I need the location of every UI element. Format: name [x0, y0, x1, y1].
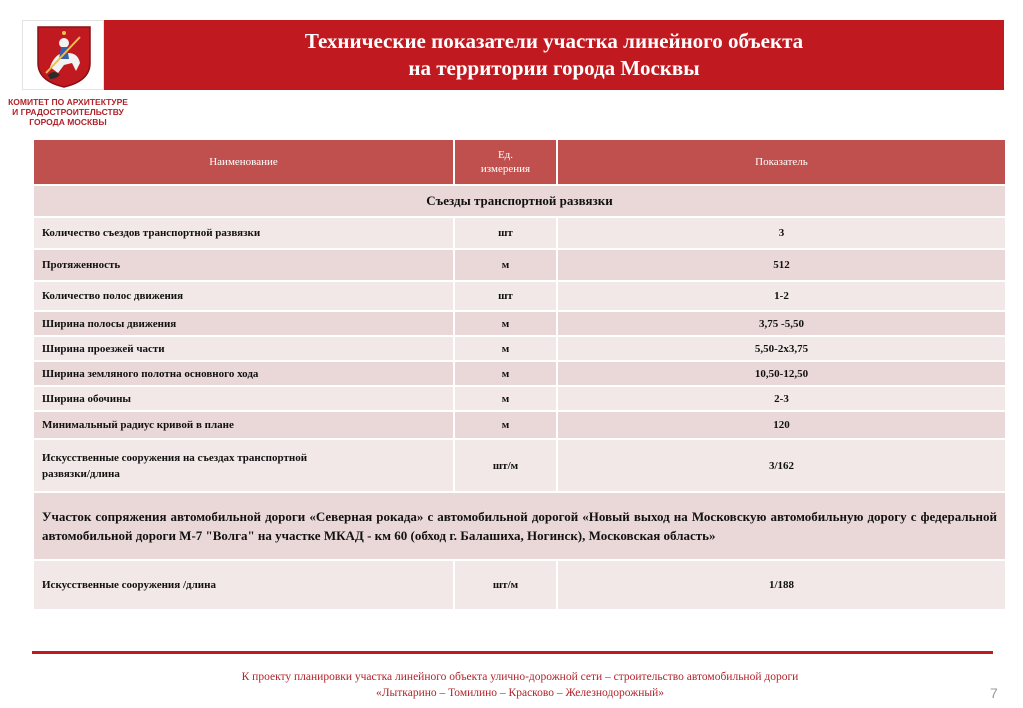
- org-line-2: И ГРАДОСТРОИТЕЛЬСТВУ: [12, 107, 124, 117]
- cell-value: 3: [557, 217, 1006, 249]
- table-row: [33, 311, 1006, 336]
- table-row: [33, 439, 1006, 492]
- section-row: [33, 185, 1006, 217]
- cell-name-line-2: развязки/длина: [42, 467, 120, 480]
- table-row: [33, 281, 1006, 311]
- section-title: Участок сопряжения автомобильной дороги «Северная рокада» с автомобильной дорогой «Новый выход на Московскую автомобильную дорогу с федеральной автомобильной дороги М-7 "Волга" на участке МКАД - км 60 (обход г. Балашиха, Ногинск), Московская область»: [33, 492, 1006, 560]
- table-header-row: [33, 139, 1006, 185]
- section-title: Съезды транспортной развязки: [33, 185, 1006, 217]
- column-header-name: Наименование: [33, 139, 454, 185]
- section-row: [33, 492, 1006, 560]
- title-line-1: Технические показатели участка линейного объекта: [304, 29, 804, 53]
- moscow-coat-of-arms-icon: [34, 23, 94, 89]
- cell-value: 120: [557, 411, 1006, 439]
- cell-unit: шт/м: [454, 439, 557, 492]
- cell-unit: м: [454, 336, 557, 361]
- footer: [130, 669, 910, 701]
- cell-name-line-1: Искусственные сооружения на съездах транспортной: [42, 451, 308, 464]
- page-title: [104, 20, 1004, 90]
- cell-unit: шт: [454, 217, 557, 249]
- org-line-3: ГОРОДА МОСКВЫ: [29, 117, 107, 127]
- cell-name: Ширина проезжей части: [33, 336, 454, 361]
- cell-name: Количество съездов транспортной развязки: [33, 217, 454, 249]
- cell-name: Искусственные сооружения /длина: [33, 560, 454, 610]
- organization-name: [0, 97, 136, 127]
- cell-value: 1-2: [557, 281, 1006, 311]
- logo: [22, 20, 104, 90]
- cell-value: 1/188: [557, 560, 1006, 610]
- title-line-2: на территории города Москвы: [408, 56, 700, 80]
- table-row: [33, 361, 1006, 386]
- footer-divider: [32, 651, 993, 654]
- cell-name: [33, 439, 454, 492]
- table-row: [33, 386, 1006, 411]
- table-row: [33, 249, 1006, 281]
- cell-value: 10,50-12,50: [557, 361, 1006, 386]
- footer-line-1: К проекту планировки участка линейного объекта улично-дорожной сети – строительство автомобильной дороги: [241, 671, 799, 683]
- cell-name: Ширина обочины: [33, 386, 454, 411]
- table-row: [33, 560, 1006, 610]
- cell-unit: м: [454, 361, 557, 386]
- page-number: 7: [990, 685, 998, 701]
- cell-value: 5,50-2х3,75: [557, 336, 1006, 361]
- column-header-value: Показатель: [557, 139, 1006, 185]
- indicators-table: [32, 138, 1007, 611]
- cell-name: Ширина земляного полотна основного хода: [33, 361, 454, 386]
- footer-line-2: «Лыткарино – Томилино – Красково – Железнодорожный»: [376, 687, 664, 699]
- table-row: [33, 336, 1006, 361]
- org-line-1: КОМИТЕТ ПО АРХИТЕКТУРЕ: [8, 97, 128, 107]
- cell-unit: шт/м: [454, 560, 557, 610]
- cell-name: Минимальный радиус кривой в плане: [33, 411, 454, 439]
- column-header-unit: [454, 139, 557, 185]
- table-row: [33, 411, 1006, 439]
- cell-name: Ширина полосы движения: [33, 311, 454, 336]
- cell-name: Протяженность: [33, 249, 454, 281]
- cell-unit: м: [454, 311, 557, 336]
- cell-unit: м: [454, 249, 557, 281]
- table-row: [33, 217, 1006, 249]
- cell-value: 3/162: [557, 439, 1006, 492]
- cell-name: Количество полос движения: [33, 281, 454, 311]
- cell-unit: шт: [454, 281, 557, 311]
- unit-header-line-1: Ед.: [497, 149, 514, 161]
- unit-header-line-2: измерения: [480, 163, 531, 175]
- cell-unit: м: [454, 386, 557, 411]
- cell-value: 2-3: [557, 386, 1006, 411]
- cell-unit: м: [454, 411, 557, 439]
- cell-value: 512: [557, 249, 1006, 281]
- cell-value: 3,75 -5,50: [557, 311, 1006, 336]
